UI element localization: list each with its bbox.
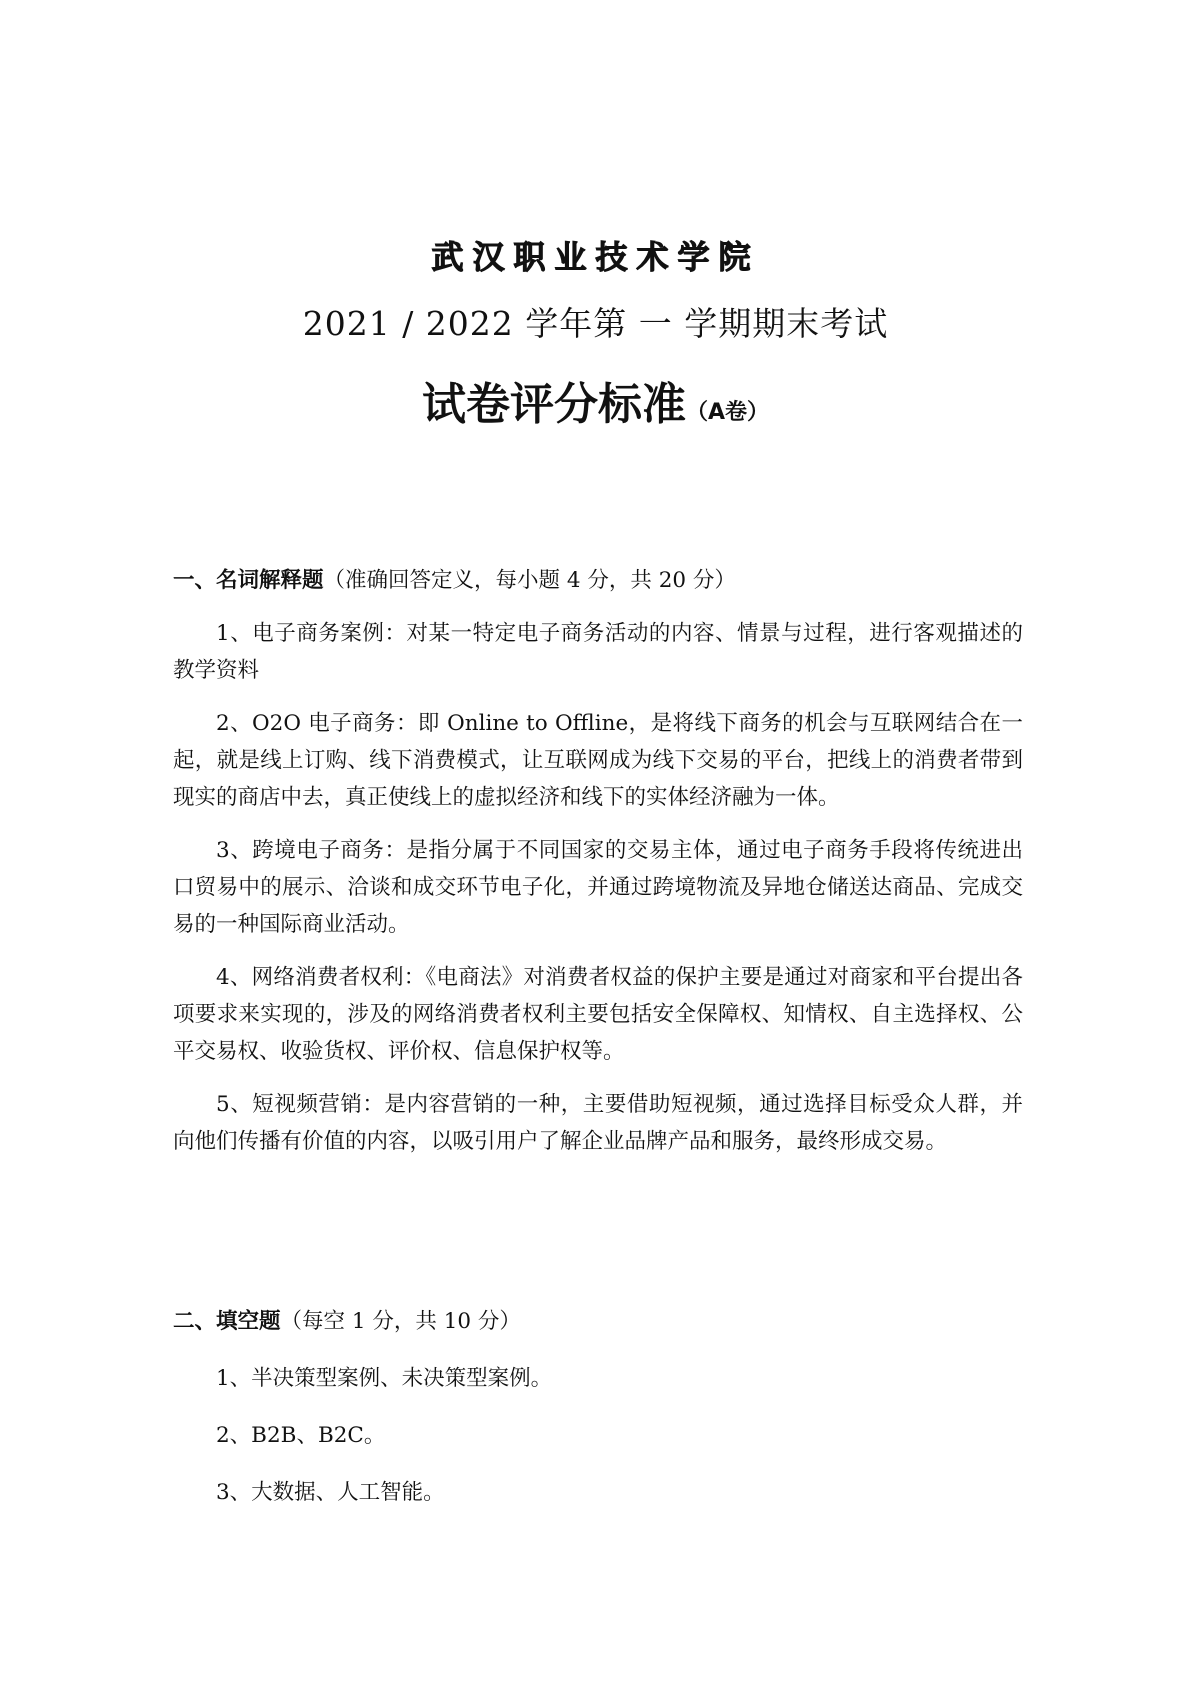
doc-variant: （A卷） [685,400,770,425]
answer-item: 4、网络消费者权利：《电商法》对消费者权益的保护主要是通过对商家和平台提出各项要求来实现的，涉及的网络消费者权利主要包括安全保障权、知情权、自主选择权、公平交易权、收验货权、评价权、信息保护权等。 [173,965,1023,1064]
answer-item: 2、O2O 电子商务：即 Online to Offline，是将线下商务的机会与互联网结合在一起，就是线上订购、线下消费模式，让互联网成为线下交易的平台，把线上的消费者带到现实的商店中去，真正使线上的虚拟经济和线下的实体经济融为一体。 [173,711,1023,810]
section-label: 二、填空题 [173,1309,281,1334]
doc-title [0,368,1191,432]
section-note: （准确回答定义，每小题 4 分，共 20 分） [323,568,736,593]
answer-item: 1、半决策型案例、未决策型案例。 [216,1366,553,1391]
section-vocabulary [173,562,1023,1160]
section-label: 一、名词解释题 [173,568,324,593]
section-heading [173,562,1023,599]
section-fill-blank [173,1303,1023,1511]
answer-item: 3、跨境电子商务：是指分属于不同国家的交易主体，通过电子商务手段将传统进出口贸易中的展示、洽谈和成交环节电子化，并通过跨境物流及异地仓储送达商品、完成交易的一种国际商业活动。 [173,838,1023,937]
answer-item: 3、大数据、人工智能。 [216,1480,445,1505]
answer-item: 5、短视频营销：是内容营销的一种，主要借助短视频，通过选择目标受众人群，并向他们传播有价值的内容，以吸引用户了解企业品牌产品和服务，最终形成交易。 [173,1092,1023,1154]
doc-title-text: 试卷评分标准 [421,379,686,430]
school-name: 武汉职业技术学院 [431,238,760,276]
section-heading [173,1303,1023,1340]
answer-item: 2、B2B、B2C。 [216,1423,386,1448]
answer-item: 1、电子商务案例：对某一特定电子商务活动的内容、情景与过程，进行客观描述的教学资料 [173,621,1023,683]
exam-title: 2021 / 2022 学年第 一 学期期末考试 [302,304,889,343]
section-note: （每空 1 分，共 10 分） [280,1309,521,1334]
